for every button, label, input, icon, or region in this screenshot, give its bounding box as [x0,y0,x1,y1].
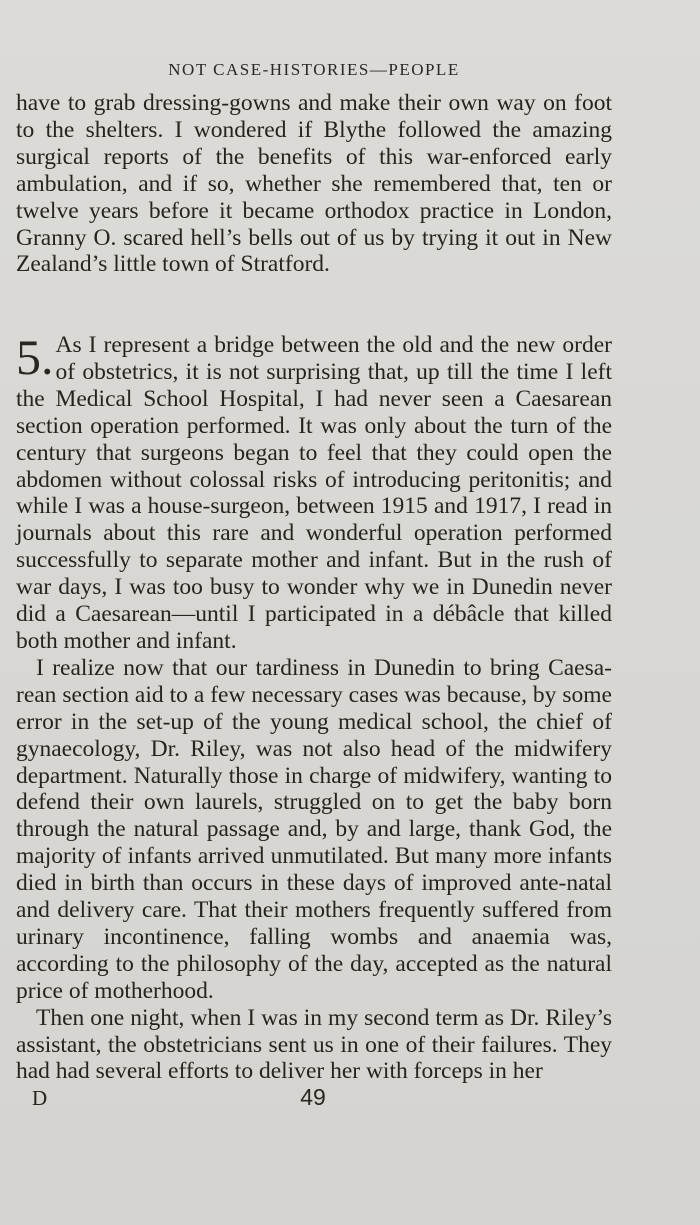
section-number: 5. [16,329,54,385]
section-third-paragraph: Then one night, when I was in my second term as Dr. Riley’s assistant, the obstetricians sent us in one of their failures. They had had several efforts to deliver her with forceps in her [16,1004,612,1085]
continuation-text [16,90,612,278]
section-first-paragraph: As I represent a bridge between the old and the new order of obstetrics, it is not surprising that, up till the time I left the Medical School Hospital, I had never seen a Caesarean section operation performed. It was only about the turn of the century that surgeons began to feel that they could open the abdomen without colossal risks of introducing peritonitis; and while I was a house-surgeon, between 1915 and 1917, I read in journals about this rare and wonderful operation performed successfully to separate mother and infant. But in the rush of war days, I was too busy to wonder why we in Dunedin never did a Caesarean—until I participated in a débâcle that killed both mother and infant. [16,332,612,654]
section-second-paragraph: I realize now that our tardiness in Dunedin to bring Caesa-rean section aid to a few necessary cases was because, by some error in the set-up of the young medical school, the chief of gynaecology, Dr. Riley, was not also head of the midwifery department. Naturally those in charge of midwifery, wanting to defend their own laurels, struggled on to get the baby born through the natural passage and, by and large, thank God, the majority of infants arrived unmutilated. But many more infants died in birth than occurs in these days of improved ante-natal and delivery care. That their mothers frequently suffered from urinary incontinence, falling wombs and anaemia was, according to the philosophy of the day, accepted as the natural price of motherhood. [16,654,612,1004]
continuation-paragraph: have to grab dressing-gowns and make their own way on foot to the shelters. I wondered if Blythe followed the amazing surgical reports of the benefits of this war-enforced early ambulation, and if so, whether she remembered that, ten or twelve years before it became orthodox practice in London, Granny O. scared hell’s bells out of us by trying it out in New Zealand’s little town of Stratford. [16,90,612,278]
section-five [16,329,612,1085]
page-number: 49 [300,1084,326,1110]
running-head: NOT CASE-HISTORIES—PEOPLE [168,60,460,79]
signature-mark: D [32,1086,48,1110]
